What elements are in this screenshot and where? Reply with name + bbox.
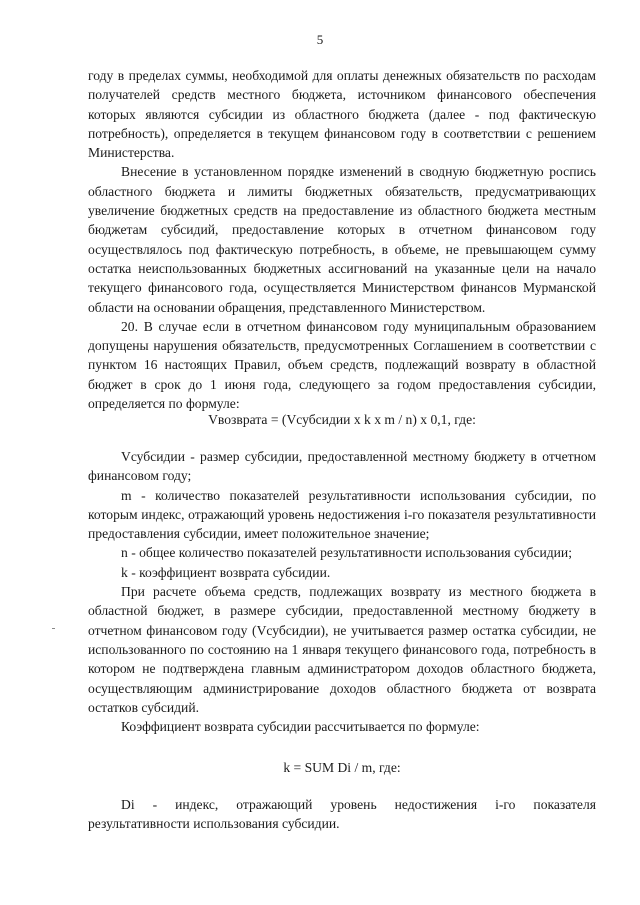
definition-k: k - коэффициент возврата субсидии.: [121, 564, 331, 580]
page-number: 5: [316, 32, 324, 47]
paragraph-continuation: году в пределах суммы, необходимой для оплаты денежных обязательств по расходам получателей средств местного бюджета, источником финансового обеспечения которых являются субсидии из областного бюджета (далее - под фактическую потребность), определяется в текущем финансовом году в соответствии с решением Министерства.: [88, 68, 596, 161]
text-block-top: [88, 66, 596, 413]
formula-return-volume: Vвозврата = (Vсубсидии x k x m / n) x 0,1, где:: [208, 412, 476, 427]
definition-m: m - количество показателей результативности использования субсидии, по которым индекс, отражающий уровень недостижения i-го показателя результативности предоставления субсидии, имеет положительное значение;: [88, 487, 596, 542]
paragraph-budget-changes: Внесение в установленном порядке изменений в сводную бюджетную роспись областного бюджета и лимиты бюджетных обязательств, предусматривающих увеличение бюджетных средств на предоставление из областного бюджета местным бюджетам субсидий, предоставление которых в отчетном финансовом году осуществлялось под фактическую потребность, в объеме, не превышающем сумму остатка неиспользованных бюджетных ассигнований на указанные цели на начало текущего финансового года, осуществляется Министерством финансов Мурманской области на основании обращения, представленного Министерством.: [88, 164, 596, 315]
definition-n: n - общее количество показателей результативности использования субсидии;: [121, 545, 572, 561]
paragraph-coefficient-intro: Коэффициент возврата субсидии рассчитывается по формуле:: [121, 719, 480, 735]
definition-di: Di - индекс, отражающий уровень недостижения i-го показателя результативности использования субсидии.: [88, 797, 596, 832]
margin-mark: [52, 628, 55, 629]
definition-vsubsidy: Vсубсидии - размер субсидии, предоставленной местному бюджету в отчетном финансовом году;: [88, 449, 596, 484]
paragraph-calculation-note: При расчете объема средств, подлежащих возврату из местного бюджета в областной бюджет, в размере субсидии, предоставленной местному бюджету в отчетном финансовом году (Vсубсидии), не учитывается размер остатка субсидии, не использованного по состоянию на 1 января текущего финансового года, потребность в котором не подтверждена главным администратором доходов областного бюджета, осуществляющим администрирование доходов областного бюджета от возврата остатков субсидий.: [88, 584, 596, 715]
text-block-final: [88, 795, 596, 834]
formula-coefficient: k = SUM Di / m, где:: [283, 760, 401, 775]
paragraph-item-20: 20. В случае если в отчетном финансовом году муниципальным образованием допущены нарушения обязательств, предусмотренных Соглашением в соответствии с пунктом 16 настоящих Правил, объем средств, подлежащий возврату в областной бюджет в срок до 1 июня года, следующего за годом предоставления субсидии, определяется по формуле:: [88, 318, 596, 412]
text-block-definitions: [88, 447, 596, 736]
